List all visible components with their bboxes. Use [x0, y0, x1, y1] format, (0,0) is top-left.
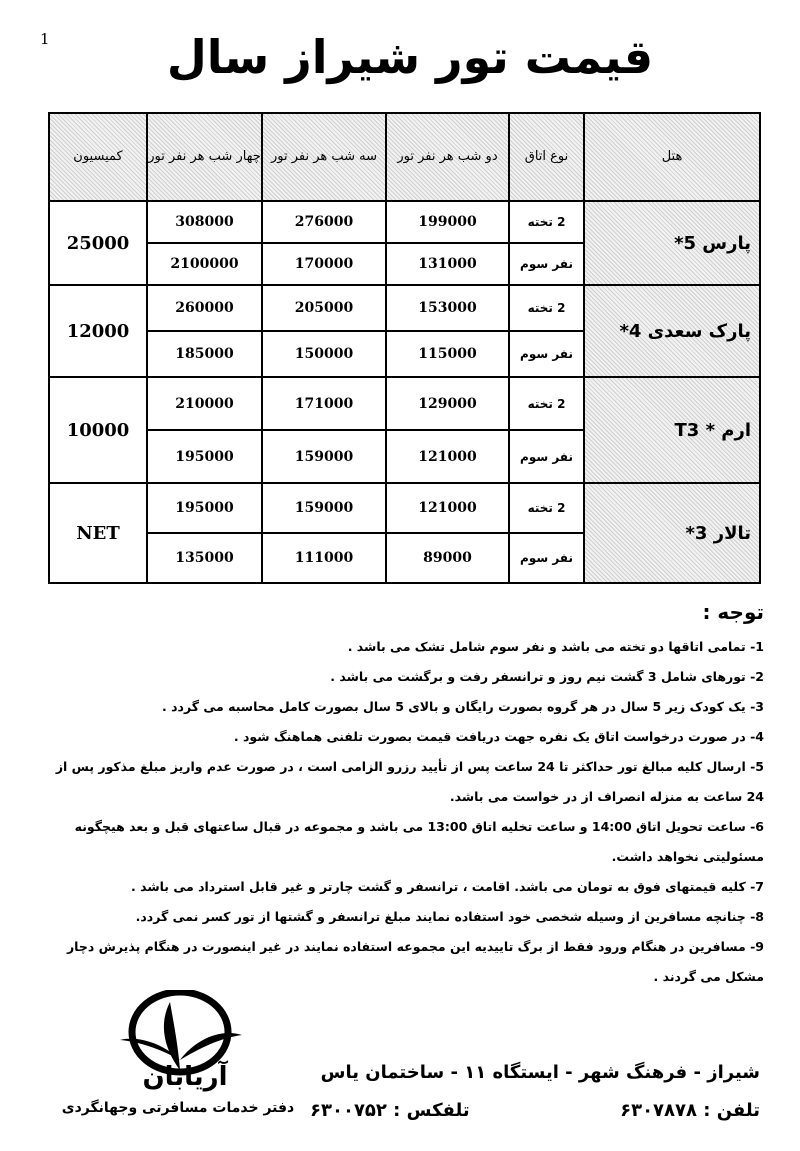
room-type: نفر سوم [509, 533, 584, 583]
room-type: 2 تخته [509, 201, 584, 243]
price-four-nights: 2100000 [147, 243, 262, 285]
price-two-nights: 153000 [386, 285, 509, 331]
commission: 10000 [49, 377, 147, 483]
contact-info [310, 1100, 760, 1121]
price-three-nights: 150000 [262, 331, 386, 377]
note-item: 3- یک کودک زیر 5 سال در هر گروه بصورت رایگان و بالای 5 سال بصورت کامل محاسبه می گردد . [162, 699, 764, 714]
hotel-name: تالار 3* [584, 483, 760, 583]
price-three-nights: 159000 [262, 430, 386, 483]
room-type: نفر سوم [509, 243, 584, 285]
hotel-name: ارم * T3 [584, 377, 760, 483]
hotel-name: پارس 5* [584, 201, 760, 285]
price-table [48, 112, 761, 584]
note-item: 6- ساعت تحویل اتاق 14:00 و ساعت تخلیه اتاق 13:00 می باشد و مجموعه در قبال ساعتهای قبل و بعد هیچگونه مسئولیتی نخواهد داشت. [74, 819, 764, 864]
price-four-nights: 210000 [147, 377, 262, 430]
price-three-nights: 159000 [262, 483, 386, 533]
price-two-nights: 199000 [386, 201, 509, 243]
header-commission: کمیسیون [49, 113, 147, 201]
header-hotel: هتل [584, 113, 760, 201]
fax-number: تلفکس : ۶۳۰۰۷۵۲ [310, 1100, 470, 1121]
note-item: 9- مسافرین در هنگام ورود فقط از برگ تاییدیه این مجموعه استفاده نمایند در غیر اینصورت در هنگام پذیرش دچار مشکل می گردند . [66, 939, 764, 984]
price-two-nights: 129000 [386, 377, 509, 430]
table-row [49, 483, 760, 533]
commission: NET [49, 483, 147, 583]
room-type: 2 تخته [509, 285, 584, 331]
table-row [49, 201, 760, 243]
note-item: 8- چنانچه مسافرین از وسیله شخصی خود استفاده نمایند مبلغ ترانسفر و گشتها از تور کسر نمی گردد. [135, 909, 764, 924]
page-number: 1 [40, 30, 50, 48]
price-four-nights: 260000 [147, 285, 262, 331]
header-two-nights: دو شب هر نفر تور [386, 113, 509, 201]
price-two-nights: 89000 [386, 533, 509, 583]
room-type: 2 تخته [509, 483, 584, 533]
price-three-nights: 111000 [262, 533, 386, 583]
phone-number: تلفن : ۶۳۰۷۸۷۸ [620, 1100, 760, 1121]
price-two-nights: 121000 [386, 430, 509, 483]
price-four-nights: 195000 [147, 483, 262, 533]
table-row [49, 377, 760, 430]
notes-heading: توجه : [702, 600, 764, 624]
header-four-nights: چهار شب هر نفر تور [147, 113, 262, 201]
note-item: 2- تورهای شامل 3 گشت نیم روز و ترانسفر رفت و برگشت می باشد . [330, 669, 764, 684]
company-subtitle: دفتر خدمات مسافرتی وجهانگردی [61, 1100, 295, 1116]
hotel-name: پارک سعدی 4* [584, 285, 760, 377]
table-header-row [49, 113, 760, 201]
room-type: 2 تخته [509, 377, 584, 430]
price-four-nights: 308000 [147, 201, 262, 243]
price-three-nights: 170000 [262, 243, 386, 285]
price-four-nights: 195000 [147, 430, 262, 483]
header-room-type: نوع اتاق [509, 113, 584, 201]
price-three-nights: 276000 [262, 201, 386, 243]
room-type: نفر سوم [509, 331, 584, 377]
company-name: آریابان [142, 1062, 228, 1092]
room-type: نفر سوم [509, 430, 584, 483]
notes-section [36, 600, 764, 992]
page-title: قیمت تور شیراز سال [166, 30, 654, 84]
price-two-nights: 115000 [386, 331, 509, 377]
commission: 12000 [49, 285, 147, 377]
header-three-nights: سه شب هر نفر تور [262, 113, 386, 201]
commission: 25000 [49, 201, 147, 285]
table-row [49, 285, 760, 331]
note-item: 5- ارسال کلیه مبالغ تور حداکثر تا 24 ساعت پس از تأیید رزرو الزامی است ، در صورت عدم واریز مبلغ مذکور پس از 24 ساعت به منزله انصراف از در خواست می باشد. [55, 759, 764, 804]
note-item: 4- در صورت درخواست اتاق یک نفره جهت دریافت قیمت بصورت تلفنی هماهنگ شود . [233, 729, 764, 744]
price-three-nights: 171000 [262, 377, 386, 430]
price-two-nights: 121000 [386, 483, 509, 533]
address: شیراز - فرهنگ شهر - ایستگاه ۱۱ - ساختمان یاس [320, 1062, 760, 1083]
price-three-nights: 205000 [262, 285, 386, 331]
price-four-nights: 185000 [147, 331, 262, 377]
price-two-nights: 131000 [386, 243, 509, 285]
note-item: 1- تمامی اتاقها دو تخته می باشد و نفر سوم شامل تشک می باشد . [347, 639, 764, 654]
note-item: 7- کلیه قیمتهای فوق به تومان می باشد. اقامت ، ترانسفر و گشت چارتر و غیر قابل استرداد می باشد . [131, 879, 764, 894]
price-four-nights: 135000 [147, 533, 262, 583]
